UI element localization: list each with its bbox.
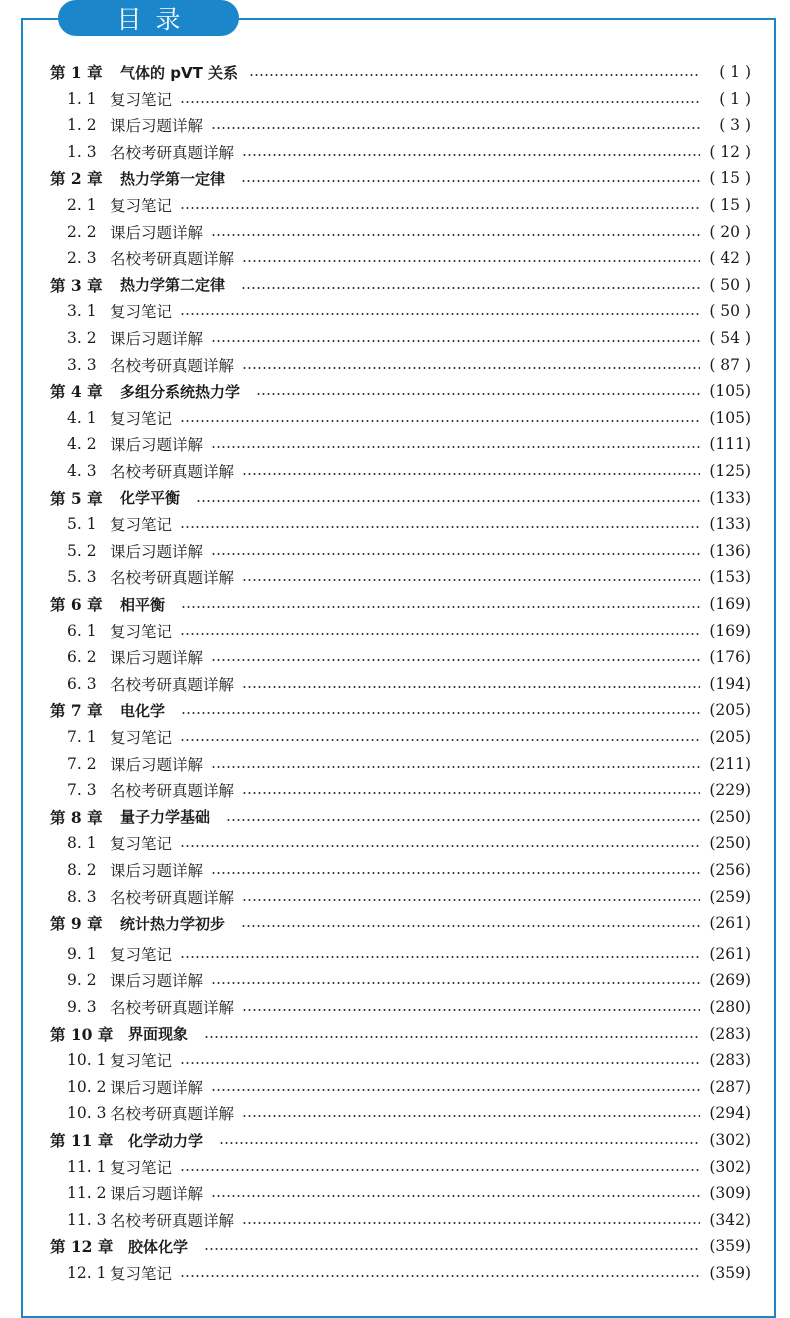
toc-entry-number: 7. 1 xyxy=(67,728,97,746)
toc-entry-title: 界面现象 xyxy=(128,1025,189,1044)
toc-entry-title: 复习笔记 xyxy=(110,622,173,641)
toc-entry-number: 8. 1 xyxy=(67,834,97,853)
toc-chapter-entry[interactable] xyxy=(0,485,790,511)
toc-entry-number: 第 2 章 xyxy=(50,169,103,189)
toc-entry-number: 7. 2 xyxy=(67,754,97,773)
toc-section-entry[interactable] xyxy=(0,1100,790,1126)
toc-entry-page: (287) xyxy=(709,1077,751,1096)
toc-dot-leader xyxy=(204,1036,700,1038)
toc-dot-leader xyxy=(211,659,700,661)
toc-entry-number: 10. 2 xyxy=(67,1077,107,1096)
toc-entry-number: 第 11 章 xyxy=(50,1131,114,1150)
toc-chapter-entry[interactable] xyxy=(0,1021,790,1047)
toc-section-entry[interactable] xyxy=(0,431,790,457)
toc-entry-page: ( 87 ) xyxy=(709,355,751,374)
toc-entry-number: 第 12 章 xyxy=(50,1237,114,1257)
toc-entry-number: 9. 2 xyxy=(67,971,97,990)
toc-dot-leader xyxy=(242,154,700,156)
toc-entry-title: 热力学第二定律 xyxy=(120,276,226,295)
toc-entry-title: 课后习题详解 xyxy=(110,542,204,561)
toc-entry-title: 复习笔记 xyxy=(110,303,173,322)
toc-entry-number: 9. 3 xyxy=(67,998,97,1016)
toc-dot-leader xyxy=(211,982,700,984)
toc-dot-leader xyxy=(211,553,700,555)
toc-section-entry[interactable] xyxy=(0,751,790,777)
toc-dot-leader xyxy=(211,872,700,874)
toc-entry-page: ( 1 ) xyxy=(719,89,751,108)
toc-dot-leader xyxy=(219,1142,700,1144)
toc-entry-page: (359) xyxy=(709,1237,751,1256)
toc-entry-title: 名校考研真题详解 xyxy=(110,143,235,162)
toc-entry-number: 1. 2 xyxy=(67,116,97,135)
toc-section-entry[interactable] xyxy=(0,618,790,644)
toc-section-entry[interactable] xyxy=(0,1207,790,1233)
toc-entry-page: (105) xyxy=(709,382,751,401)
toc-title-badge xyxy=(58,0,239,36)
toc-entry-title: 多组分系统热力学 xyxy=(120,382,241,401)
toc-entry-number: 4. 3 xyxy=(67,462,97,480)
toc-entry-page: (342) xyxy=(709,1210,751,1229)
toc-entry-number: 第 8 章 xyxy=(50,807,103,827)
toc-entry-number: 第 9 章 xyxy=(50,914,103,934)
toc-entry-title: 名校考研真题详解 xyxy=(110,463,235,481)
toc-entry-title: 统计热力学初步 xyxy=(120,914,226,933)
toc-entry-title: 复习笔记 xyxy=(110,1265,173,1283)
toc-entry-number: 第 6 章 xyxy=(50,595,103,614)
toc-dot-leader xyxy=(242,367,700,369)
toc-entry-number: 3. 3 xyxy=(67,355,97,374)
toc-entry-title: 复习笔记 xyxy=(110,516,173,535)
toc-dot-leader xyxy=(211,127,700,129)
toc-entry-page: (269) xyxy=(709,971,751,990)
toc-entry-page: (302) xyxy=(709,1131,751,1149)
toc-dot-leader xyxy=(180,845,700,847)
toc-section-entry[interactable] xyxy=(0,994,790,1020)
toc-entry-number: 3. 2 xyxy=(67,329,97,347)
toc-dot-leader xyxy=(242,792,700,794)
toc-entry-number: 4. 2 xyxy=(67,435,97,454)
toc-chapter-entry[interactable] xyxy=(0,591,790,617)
toc-dot-leader xyxy=(180,420,700,422)
toc-entry-page: (125) xyxy=(709,462,751,480)
toc-entry-number: 第 1 章 xyxy=(50,63,103,82)
toc-entry-page: (359) xyxy=(709,1264,751,1282)
toc-entry-number: 11. 3 xyxy=(67,1210,107,1229)
toc-dot-leader xyxy=(180,526,700,528)
toc-entry-title: 课后习题详解 xyxy=(110,436,204,455)
toc-section-entry[interactable] xyxy=(0,1154,790,1180)
toc-section-entry[interactable] xyxy=(0,671,790,697)
toc-section-entry[interactable] xyxy=(0,458,790,484)
toc-section-entry[interactable] xyxy=(0,1260,790,1286)
toc-entry-page: (261) xyxy=(709,944,751,963)
toc-dot-leader xyxy=(180,207,700,209)
toc-entry-title: 化学动力学 xyxy=(128,1131,204,1150)
toc-dot-leader xyxy=(249,74,701,76)
toc-entry-page: (176) xyxy=(709,648,751,667)
toc-entry-page: (194) xyxy=(709,674,751,693)
toc-entry-page: ( 20 ) xyxy=(709,222,751,241)
toc-chapter-entry[interactable] xyxy=(0,378,790,404)
toc-entry-page: (250) xyxy=(709,807,751,826)
toc-entry-title: 复习笔记 xyxy=(110,90,173,109)
toc-entry-title: 课后习题详解 xyxy=(110,330,204,348)
toc-entry-title: 名校考研真题详解 xyxy=(110,782,235,801)
toc-dot-leader xyxy=(180,1275,700,1277)
toc-entry-page: (261) xyxy=(709,914,751,933)
toc-section-entry[interactable] xyxy=(0,967,790,993)
toc-chapter-entry[interactable] xyxy=(0,1233,790,1259)
toc-entry-title: 课后习题详解 xyxy=(110,1185,204,1204)
toc-entry-page: ( 42 ) xyxy=(709,249,751,268)
toc-entry-page: (229) xyxy=(709,781,751,800)
toc-entry-number: 3. 1 xyxy=(67,302,97,321)
toc-entry-title: 课后习题详解 xyxy=(110,117,204,136)
toc-entry-title: 课后习题详解 xyxy=(110,862,204,880)
toc-section-entry[interactable] xyxy=(0,192,790,218)
toc-entry-title: 相平衡 xyxy=(120,595,166,614)
toc-dot-leader xyxy=(180,633,700,635)
toc-entry-page: (294) xyxy=(709,1104,751,1123)
toc-entry-number: 11. 1 xyxy=(67,1157,107,1176)
toc-entry-number: 6. 2 xyxy=(67,648,97,667)
toc-entry-title: 课后习题详解 xyxy=(110,755,204,774)
toc-dot-leader xyxy=(211,766,700,768)
toc-entry-title: 名校考研真题详解 xyxy=(110,1211,235,1230)
toc-entry-title: 复习笔记 xyxy=(110,1052,173,1071)
toc-chapter-entry[interactable] xyxy=(0,910,790,936)
toc-dot-leader xyxy=(242,1222,700,1224)
toc-entry-number: 8. 3 xyxy=(67,887,97,906)
toc-entry-page: ( 1 ) xyxy=(719,63,751,81)
toc-dot-leader xyxy=(242,473,700,475)
toc-chapter-entry[interactable] xyxy=(0,165,790,191)
toc-entry-title: 电化学 xyxy=(120,701,166,720)
toc-entry-title: 复习笔记 xyxy=(110,409,173,428)
toc-entry-number: 1. 1 xyxy=(67,89,97,108)
toc-section-entry[interactable] xyxy=(0,564,790,590)
toc-dot-leader xyxy=(242,260,700,262)
toc-chapter-entry[interactable] xyxy=(0,272,790,298)
toc-entry-page: (259) xyxy=(709,887,751,906)
toc-entry-page: (105) xyxy=(709,408,751,427)
toc-dot-leader xyxy=(180,1169,700,1171)
toc-entry-number: 8. 2 xyxy=(67,861,97,879)
toc-dot-leader xyxy=(180,101,700,103)
toc-entry-number: 第 10 章 xyxy=(50,1024,114,1044)
toc-dot-leader xyxy=(241,287,700,289)
toc-dot-leader xyxy=(211,1089,700,1091)
toc-section-entry[interactable] xyxy=(0,724,790,750)
toc-entry-page: (256) xyxy=(709,861,751,879)
toc-section-entry[interactable] xyxy=(0,1047,790,1073)
toc-entry-title: 名校考研真题详解 xyxy=(110,1105,235,1124)
toc-dot-leader xyxy=(180,956,700,958)
toc-entry-page: (169) xyxy=(709,595,751,613)
toc-section-entry[interactable] xyxy=(0,86,790,112)
toc-dot-leader xyxy=(256,393,700,395)
toc-dot-leader xyxy=(211,1195,700,1197)
toc-chapter-entry[interactable] xyxy=(0,697,790,723)
toc-entry-page: (205) xyxy=(709,701,751,720)
toc-entry-page: (111) xyxy=(709,435,751,454)
toc-entry-number: 10. 3 xyxy=(67,1104,107,1123)
toc-entry-title: 复习笔记 xyxy=(110,945,173,964)
toc-section-entry[interactable] xyxy=(0,511,790,537)
toc-section-entry[interactable] xyxy=(0,884,790,910)
toc-entry-title: 课后习题详解 xyxy=(110,972,204,991)
toc-section-entry[interactable] xyxy=(0,405,790,431)
toc-dot-leader xyxy=(241,180,700,182)
toc-entry-number: 2. 1 xyxy=(67,196,97,214)
toc-entry-title: 复习笔记 xyxy=(110,197,173,215)
toc-dot-leader xyxy=(226,819,700,821)
toc-entry-number: 7. 3 xyxy=(67,781,97,800)
toc-entry-title: 气体的 pVT 关系 xyxy=(120,63,239,82)
toc-entry-page: ( 50 ) xyxy=(709,302,751,321)
toc-entry-page: ( 54 ) xyxy=(709,329,751,347)
toc-entry-number: 第 3 章 xyxy=(50,275,103,295)
toc-dot-leader xyxy=(181,712,700,714)
toc-entry-page: ( 12 ) xyxy=(709,142,751,161)
toc-entry-number: 6. 3 xyxy=(67,674,97,693)
toc-chapter-entry[interactable] xyxy=(0,1127,790,1153)
toc-entry-title: 名校考研真题详解 xyxy=(110,569,235,588)
toc-entry-number: 5. 3 xyxy=(67,568,97,587)
toc-entry-page: (250) xyxy=(709,834,751,853)
toc-entry-title: 课后习题详解 xyxy=(110,1078,204,1097)
toc-entry-number: 5. 1 xyxy=(67,515,97,534)
toc-dot-leader xyxy=(242,1009,700,1011)
toc-entry-title: 课后习题详解 xyxy=(110,649,204,668)
toc-entry-number: 1. 3 xyxy=(67,142,97,161)
toc-entry-page: (205) xyxy=(709,728,751,746)
toc-section-entry[interactable] xyxy=(0,538,790,564)
toc-entry-page: (153) xyxy=(709,568,751,587)
toc-entry-title: 名校考研真题详解 xyxy=(110,250,235,269)
toc-entry-title: 名校考研真题详解 xyxy=(110,675,235,694)
toc-entry-title: 名校考研真题详解 xyxy=(110,356,235,375)
toc-entry-title: 量子力学基础 xyxy=(120,808,211,827)
toc-entry-number: 2. 3 xyxy=(67,249,97,268)
toc-section-entry[interactable] xyxy=(0,352,790,378)
toc-entry-number: 6. 1 xyxy=(67,621,97,640)
toc-section-entry[interactable] xyxy=(0,1180,790,1206)
toc-title: 目录 xyxy=(116,5,195,34)
toc-entry-number: 第 4 章 xyxy=(50,382,103,402)
toc-chapter-entry[interactable] xyxy=(0,804,790,830)
toc-dot-leader xyxy=(211,446,700,448)
toc-entry-number: 4. 1 xyxy=(67,408,97,427)
toc-section-entry[interactable] xyxy=(0,1074,790,1100)
toc-dot-leader xyxy=(181,606,700,608)
toc-entry-page: (302) xyxy=(709,1157,751,1176)
toc-entry-number: 12. 1 xyxy=(67,1264,107,1282)
toc-entry-title: 复习笔记 xyxy=(110,1158,173,1177)
toc-dot-leader xyxy=(204,1248,700,1250)
toc-section-entry[interactable] xyxy=(0,777,790,803)
toc-entry-number: 9. 1 xyxy=(67,944,97,963)
toc-entry-number: 2. 2 xyxy=(67,222,97,241)
toc-entry-page: ( 3 ) xyxy=(719,116,751,135)
toc-entry-title: 复习笔记 xyxy=(110,729,173,747)
toc-entry-title: 复习笔记 xyxy=(110,835,173,854)
toc-dot-leader xyxy=(180,739,700,741)
toc-entry-page: ( 15 ) xyxy=(709,196,751,214)
toc-dot-leader xyxy=(211,234,700,236)
toc-section-entry[interactable] xyxy=(0,139,790,165)
toc-section-entry[interactable] xyxy=(0,941,790,967)
toc-section-entry[interactable] xyxy=(0,245,790,271)
toc-section-entry[interactable] xyxy=(0,325,790,351)
toc-dot-leader xyxy=(196,500,700,502)
toc-entry-page: (169) xyxy=(709,621,751,640)
toc-section-entry[interactable] xyxy=(0,644,790,670)
toc-entry-number: 第 7 章 xyxy=(50,701,103,721)
toc-dot-leader xyxy=(242,579,700,581)
toc-entry-page: (309) xyxy=(709,1184,751,1203)
toc-entry-title: 热力学第一定律 xyxy=(120,169,226,188)
toc-section-entry[interactable] xyxy=(0,298,790,324)
toc-entry-page: (280) xyxy=(709,998,751,1016)
toc-entry-number: 11. 2 xyxy=(67,1184,107,1203)
toc-entry-page: (133) xyxy=(709,515,751,534)
toc-entry-page: (283) xyxy=(709,1024,751,1043)
toc-section-entry[interactable] xyxy=(0,857,790,883)
toc-entry-page: (133) xyxy=(709,488,751,507)
toc-section-entry[interactable] xyxy=(0,112,790,138)
toc-dot-leader xyxy=(242,1115,700,1117)
toc-entry-number: 5. 2 xyxy=(67,541,97,560)
toc-entry-title: 化学平衡 xyxy=(120,489,181,508)
toc-entry-title: 胶体化学 xyxy=(128,1237,189,1256)
toc-entry-title: 课后习题详解 xyxy=(110,223,204,242)
toc-chapter-entry[interactable] xyxy=(0,59,790,85)
toc-entry-number: 第 5 章 xyxy=(50,488,103,508)
toc-entry-page: (136) xyxy=(709,541,751,560)
toc-dot-leader xyxy=(211,340,700,342)
toc-section-entry[interactable] xyxy=(0,830,790,856)
toc-dot-leader xyxy=(242,899,700,901)
toc-dot-leader xyxy=(180,1062,700,1064)
toc-dot-leader xyxy=(241,925,700,927)
toc-entry-page: (283) xyxy=(709,1051,751,1070)
toc-entry-page: (211) xyxy=(709,754,751,773)
toc-dot-leader xyxy=(180,313,700,315)
toc-entry-title: 名校考研真题详解 xyxy=(110,888,235,907)
toc-entry-title: 名校考研真题详解 xyxy=(110,999,235,1017)
toc-dot-leader xyxy=(242,686,700,688)
toc-section-entry[interactable] xyxy=(0,219,790,245)
toc-entry-page: ( 15 ) xyxy=(709,169,751,188)
toc-entry-number: 10. 1 xyxy=(67,1051,107,1070)
toc-entry-page: ( 50 ) xyxy=(709,275,751,294)
